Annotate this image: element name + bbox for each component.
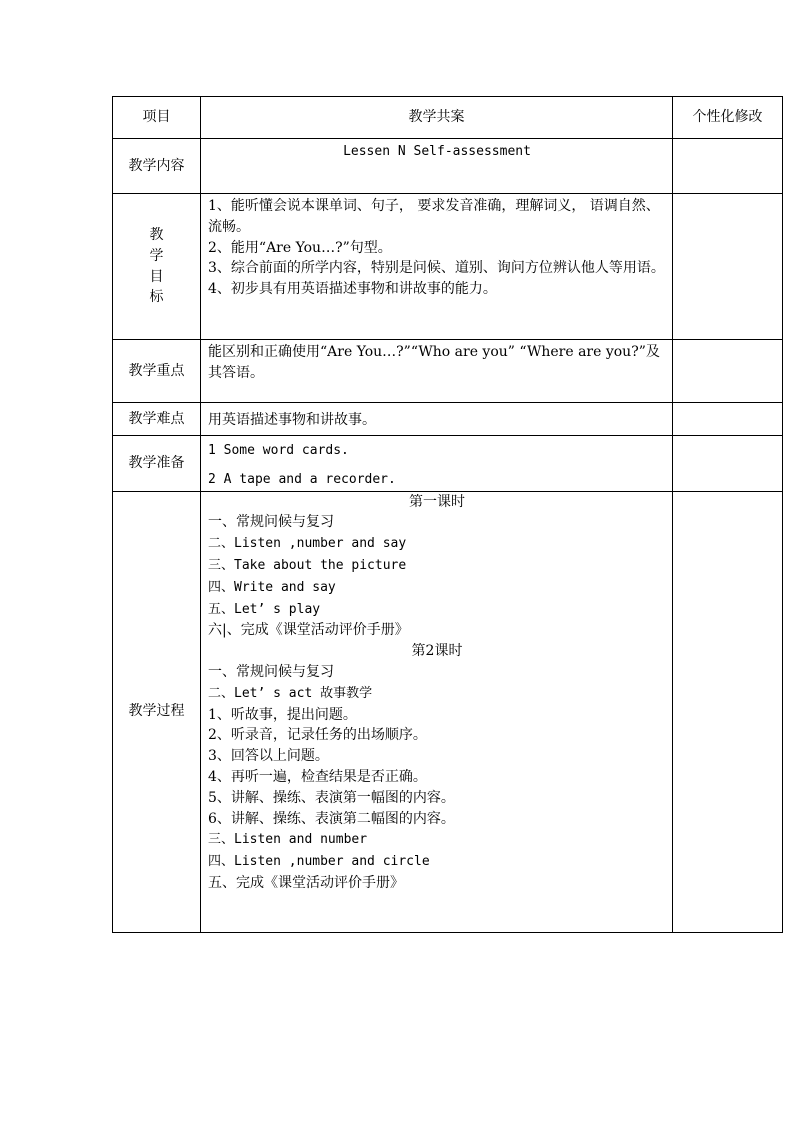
- prep-edit-cell: [673, 436, 783, 492]
- prep-label: 教学准备: [113, 436, 201, 492]
- lesson2-step: 三、Listen and number: [208, 832, 368, 848]
- keypoints-label: 教学重点: [113, 340, 201, 403]
- prep-line: 2 A tape and a recorder.: [208, 471, 396, 487]
- lesson1-step: 四、Write and say: [208, 579, 336, 595]
- difficulty-label: 教学难点: [113, 403, 201, 436]
- difficulty-edit-cell: [673, 403, 783, 436]
- content-text: Lessen N Self-assessment: [343, 144, 531, 159]
- content-edit-cell: [673, 139, 783, 194]
- lesson1-step: 一、常规问候与复习: [208, 514, 334, 531]
- process-edit-cell: [673, 491, 783, 932]
- lesson2-title: 第2课时: [411, 643, 463, 660]
- lesson2-step: 4、再听一遍，检查结果是否正确。: [208, 768, 427, 785]
- lesson2-step: 3、回答以上问题。: [208, 748, 329, 765]
- lesson-plan-table: [112, 96, 783, 933]
- lesson2-step: 6、讲解、操练、表演第二幅图的内容。: [208, 810, 455, 827]
- header-shared-plan: 教学共案: [201, 97, 673, 139]
- header-item: 项目: [113, 97, 201, 139]
- goal-line: 4、初步具有用英语描述事物和讲故事的能力。: [208, 281, 497, 298]
- lesson2-step: 二、Let’ s act 故事教学: [208, 685, 373, 701]
- lesson1-step: 五、Let’ s play: [208, 601, 321, 617]
- goal-line: 1、能听懂会说本课单词、句子， 要求发音准确，理解词义， 语调自然、流畅。: [208, 198, 660, 235]
- difficulty-value: 用英语描述事物和讲故事。: [201, 403, 673, 436]
- lesson2-step: 2、听录音，记录任务的出场顺序。: [208, 727, 427, 744]
- lesson2-step: 一、常规问候与复习: [208, 663, 334, 680]
- lesson2-step: 四、Listen ,number and circle: [208, 854, 430, 870]
- process-label: 教学过程: [113, 491, 201, 932]
- keypoints-edit-cell: [673, 340, 783, 403]
- lesson2-step: 1、听故事，提出问题。: [208, 706, 357, 723]
- lesson1-step: 六|、完成《课堂活动评价手册》: [208, 622, 409, 639]
- goal-line: 3、综合前面的所学内容，特别是问候、道别、询问方位辨认他人等用语。: [208, 260, 665, 277]
- goal-line: 2、能用“Are You…?”句型。: [208, 239, 392, 256]
- difficulty-row: [113, 403, 783, 436]
- goals-edit-cell: [673, 194, 783, 340]
- goals-label: 教 学 目 标: [113, 194, 201, 340]
- process-row: [113, 491, 783, 932]
- header-row: [113, 97, 783, 139]
- lesson2-step: 五、完成《课堂活动评价手册》: [208, 874, 404, 891]
- prep-value: [201, 436, 673, 492]
- header-personal-edit: 个性化修改: [673, 97, 783, 139]
- lesson1-step: 二、Listen ,number and say: [208, 536, 407, 552]
- content-row: [113, 139, 783, 194]
- keypoints-row: [113, 340, 783, 403]
- content-label: 教学内容: [113, 139, 201, 194]
- prep-row: [113, 436, 783, 492]
- lesson2-step: 5、讲解、操练、表演第一幅图的内容。: [208, 789, 455, 806]
- process-value: [201, 491, 673, 932]
- lesson1-step: 三、Take about the picture: [208, 557, 407, 573]
- goals-row: [113, 194, 783, 340]
- content-value: [201, 139, 673, 194]
- lesson1-title: 第一课时: [409, 493, 465, 510]
- goals-value: [201, 194, 673, 340]
- keypoints-value: 能区别和正确使用“Are You…?”“Who are you” “Where are you?”及其答语。: [201, 340, 673, 403]
- prep-line: 1 Some word cards.: [208, 443, 349, 458]
